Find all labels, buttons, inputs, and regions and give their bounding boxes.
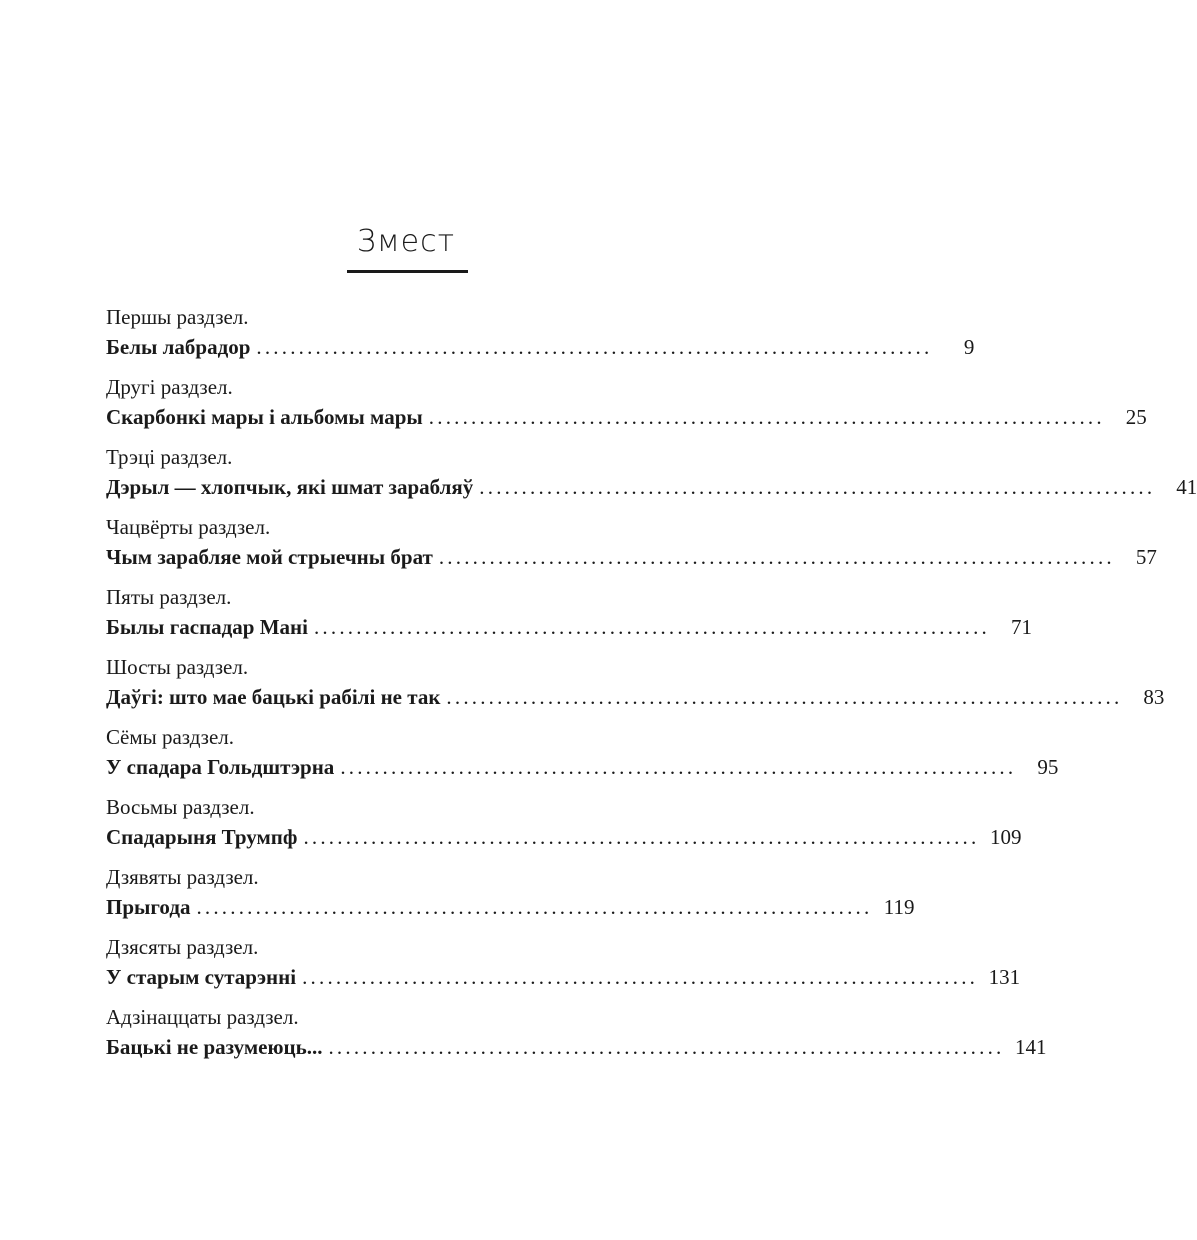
page-number: 119 bbox=[883, 895, 915, 919]
toc-entry[interactable] bbox=[106, 302, 975, 372]
toc-entry[interactable] bbox=[106, 442, 1197, 512]
part-label: Трэці раздзел. bbox=[106, 445, 233, 469]
chapter-line bbox=[106, 752, 1059, 782]
page-number: 141 bbox=[1014, 1035, 1047, 1059]
page-title: Змест bbox=[356, 224, 456, 259]
page-number: 41 bbox=[1176, 475, 1197, 499]
page-number: 9 bbox=[963, 335, 975, 359]
dot-leader: ................................................................................ bbox=[446, 685, 1123, 709]
dot-leader: ................................................................................ bbox=[479, 475, 1156, 499]
page-number: 57 bbox=[1135, 545, 1157, 569]
page-number: 95 bbox=[1037, 755, 1059, 779]
dot-leader: ................................................................................ bbox=[302, 965, 979, 989]
dot-leader: ................................................................................ bbox=[340, 755, 1017, 779]
part-label: Шосты раздзел. bbox=[106, 655, 249, 679]
part-label: Адзінаццаты раздзел. bbox=[106, 1005, 299, 1029]
chapter-line bbox=[106, 542, 1157, 572]
part-label: Сёмы раздзел. bbox=[106, 725, 234, 749]
toc-entry[interactable] bbox=[106, 372, 1147, 442]
part-label: Першы раздзел. bbox=[106, 305, 249, 329]
chapter-title: Прыгода bbox=[106, 895, 191, 919]
part-label: Дзясяты раздзел. bbox=[106, 935, 259, 959]
chapter-title: У спадара Гольдштэрна bbox=[106, 755, 335, 779]
part-label: Пяты раздзел. bbox=[106, 585, 232, 609]
chapter-title: Чым зарабляе мой стрыечны брат bbox=[106, 545, 433, 569]
part-label: Дзявяты раздзел. bbox=[106, 865, 259, 889]
chapter-title: Белы лабрадор bbox=[106, 335, 251, 359]
dot-leader: ................................................................................ bbox=[428, 405, 1105, 429]
toc-entry[interactable] bbox=[106, 512, 1157, 582]
chapter-line bbox=[106, 332, 975, 362]
chapter-line bbox=[106, 822, 1022, 852]
title-underline bbox=[347, 270, 468, 273]
toc-entry[interactable] bbox=[106, 792, 1022, 862]
chapter-title: Дэрыл — хлопчык, які шмат зарабляў bbox=[106, 475, 474, 499]
part-label: Другі раздзел. bbox=[106, 375, 233, 399]
part-label: Чацвёрты раздзел. bbox=[106, 515, 271, 539]
chapter-title: Бацькі не разумеюць... bbox=[106, 1035, 323, 1059]
page-number: 71 bbox=[1010, 615, 1032, 639]
chapter-line bbox=[106, 962, 1021, 992]
table-of-contents bbox=[106, 302, 1197, 1072]
toc-entry[interactable] bbox=[106, 722, 1059, 792]
chapter-title: Скарбонкі мары і альбомы мары bbox=[106, 405, 423, 429]
chapter-line bbox=[106, 612, 1032, 642]
page-number: 131 bbox=[988, 965, 1021, 989]
chapter-line bbox=[106, 892, 915, 922]
dot-leader: ................................................................................ bbox=[438, 545, 1115, 569]
part-label: Восьмы раздзел. bbox=[106, 795, 255, 819]
chapter-line bbox=[106, 402, 1147, 432]
toc-entry[interactable] bbox=[106, 652, 1165, 722]
dot-leader: ................................................................................ bbox=[256, 335, 933, 359]
chapter-title: У старым сутарэнні bbox=[106, 965, 297, 989]
chapter-line bbox=[106, 682, 1165, 712]
dot-leader: ................................................................................ bbox=[196, 895, 873, 919]
page-number: 83 bbox=[1143, 685, 1165, 709]
chapter-title: Былы гаспадар Мані bbox=[106, 615, 308, 639]
dot-leader: ................................................................................ bbox=[328, 1035, 1005, 1059]
page-number: 109 bbox=[989, 825, 1022, 849]
toc-entry[interactable] bbox=[106, 862, 915, 932]
chapter-title: Спадарыня Трумпф bbox=[106, 825, 298, 849]
chapter-title: Даўгі: што мае бацькі рабілі не так bbox=[106, 685, 441, 709]
chapter-line bbox=[106, 472, 1197, 502]
dot-leader: ................................................................................ bbox=[303, 825, 980, 849]
toc-entry[interactable] bbox=[106, 1002, 1047, 1072]
dot-leader: ................................................................................ bbox=[313, 615, 990, 639]
toc-entry[interactable] bbox=[106, 932, 1021, 1002]
page-number: 25 bbox=[1125, 405, 1147, 429]
toc-entry[interactable] bbox=[106, 582, 1032, 652]
chapter-line bbox=[106, 1032, 1047, 1062]
